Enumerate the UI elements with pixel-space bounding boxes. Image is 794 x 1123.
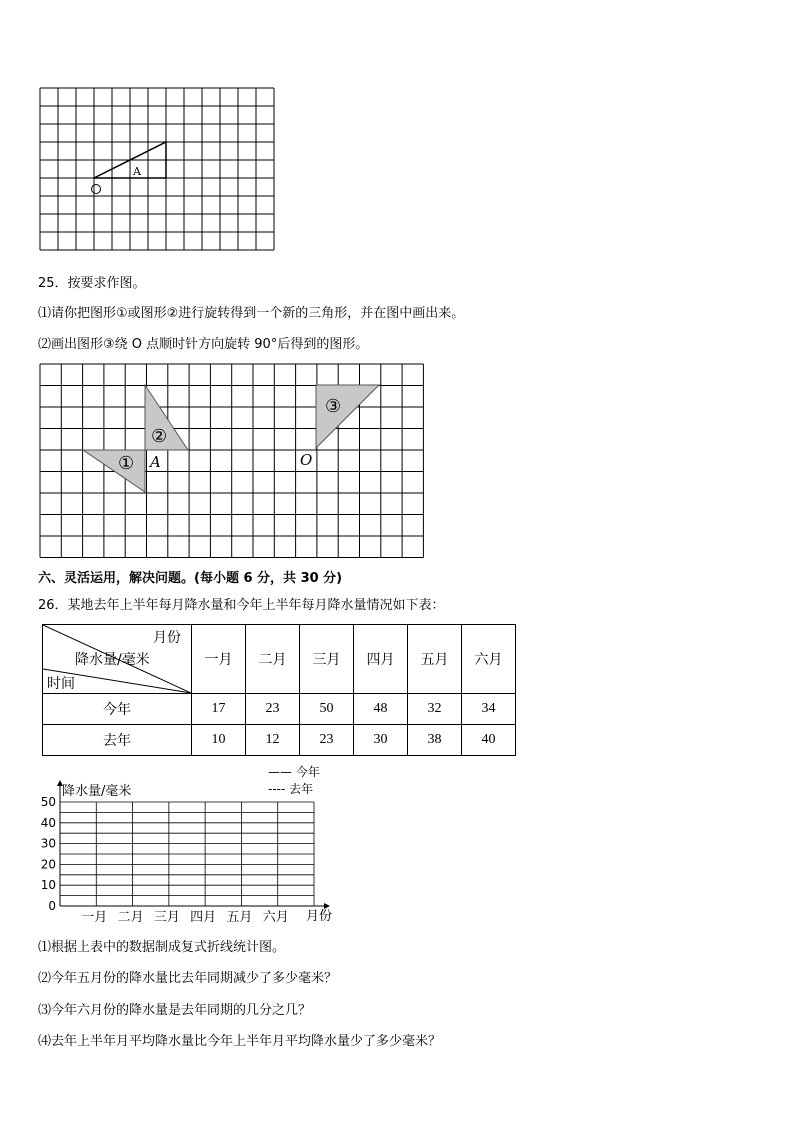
table-cell: 32: [408, 694, 462, 725]
point-o: [92, 185, 101, 194]
q25-part1: ⑴请你把图形①或图形②进行旋转得到一个新的三角形，并在图中画出来。: [38, 306, 465, 321]
x-tick-label: 四月: [190, 910, 217, 925]
rainfall-line-chart: [30, 762, 350, 928]
question-4: ⑷去年上半年月平均降水量比今年上半年月平均降水量少了多少毫米？: [38, 1034, 442, 1049]
row-label: 去年: [43, 725, 192, 756]
legend-this-year: —— 今年: [268, 765, 320, 779]
question-2: ⑵今年五月份的降水量比去年同期减少了多少毫米？: [38, 971, 338, 986]
shape-1-label: ①: [118, 453, 135, 474]
x-axis-label: 月份: [306, 909, 333, 924]
month-header: 四月: [354, 625, 408, 694]
chart-y-ticks: [41, 795, 56, 913]
month-header: 六月: [462, 625, 516, 694]
shape-3-label: ③: [325, 396, 342, 417]
grid-lines: [40, 88, 274, 250]
table-corner-cell: [43, 625, 192, 694]
shape-2-label: ②: [151, 426, 168, 447]
table-cell: 23: [300, 725, 354, 756]
table-cell: 34: [462, 694, 516, 725]
grid-figure-a: [38, 86, 278, 254]
section-6-title: 六、灵活运用，解决问题。(每小题 6 分，共 30 分): [38, 571, 343, 586]
chart-x-ticks: [81, 910, 288, 925]
x-tick-label: 六月: [262, 910, 289, 925]
y-tick-label: 20: [40, 857, 56, 872]
x-tick-label: 一月: [81, 910, 108, 925]
table-cell: 17: [192, 694, 246, 725]
x-tick-label: 二月: [117, 910, 144, 925]
x-tick-label: 五月: [226, 910, 253, 925]
q25-part2: ⑵画出图形③绕 O 点顺时针方向旋转 90°后得到的图形。: [38, 337, 369, 352]
label-o: O: [300, 451, 313, 469]
question-1: ⑴根据上表中的数据制成复式折线统计图。: [38, 940, 286, 955]
table-cell: 48: [354, 694, 408, 725]
month-header: 一月: [192, 625, 246, 694]
corner-time-label: 时间: [47, 676, 75, 692]
y-tick-label: 10: [40, 878, 56, 893]
table-header-row: [43, 625, 516, 694]
table-cell: 12: [246, 725, 300, 756]
row-label: 今年: [43, 694, 192, 725]
y-tick-label: 50: [40, 795, 56, 809]
q26-title: 26．某地去年上半年每月降水量和今年上半年每月降水量情况如下表：: [38, 598, 445, 613]
table-cell: 23: [246, 694, 300, 725]
table-cell: 40: [462, 725, 516, 756]
y-tick-label: 0: [48, 899, 56, 913]
corner-rain-label: 降水量/毫米: [75, 652, 150, 668]
question-3: ⑶今年六月份的降水量是去年同期的几分之几？: [38, 1003, 312, 1018]
rainfall-table: [42, 624, 516, 756]
q25-title: 25．按要求作图。: [38, 276, 146, 291]
chart-axes: [57, 780, 330, 909]
corner-month-label: 月份: [153, 630, 181, 646]
x-tick-label: 三月: [153, 910, 180, 925]
y-axis-label: 降水量/毫米: [62, 784, 132, 799]
month-header: 二月: [246, 625, 300, 694]
month-header: 五月: [408, 625, 462, 694]
month-header: 三月: [300, 625, 354, 694]
table-cell: 30: [354, 725, 408, 756]
table-row: [43, 725, 516, 756]
label-a: A: [150, 453, 161, 471]
table-row: [43, 694, 516, 725]
legend-last-year: ---- 去年: [268, 782, 314, 796]
grid-figure-rotation: [38, 362, 426, 560]
chart-grid: [60, 802, 314, 906]
table-cell: 50: [300, 694, 354, 725]
table-cell: 10: [192, 725, 246, 756]
table-cell: 38: [408, 725, 462, 756]
y-tick-label: 30: [40, 836, 56, 851]
label-a: A: [133, 165, 141, 178]
y-tick-label: 40: [40, 815, 56, 830]
